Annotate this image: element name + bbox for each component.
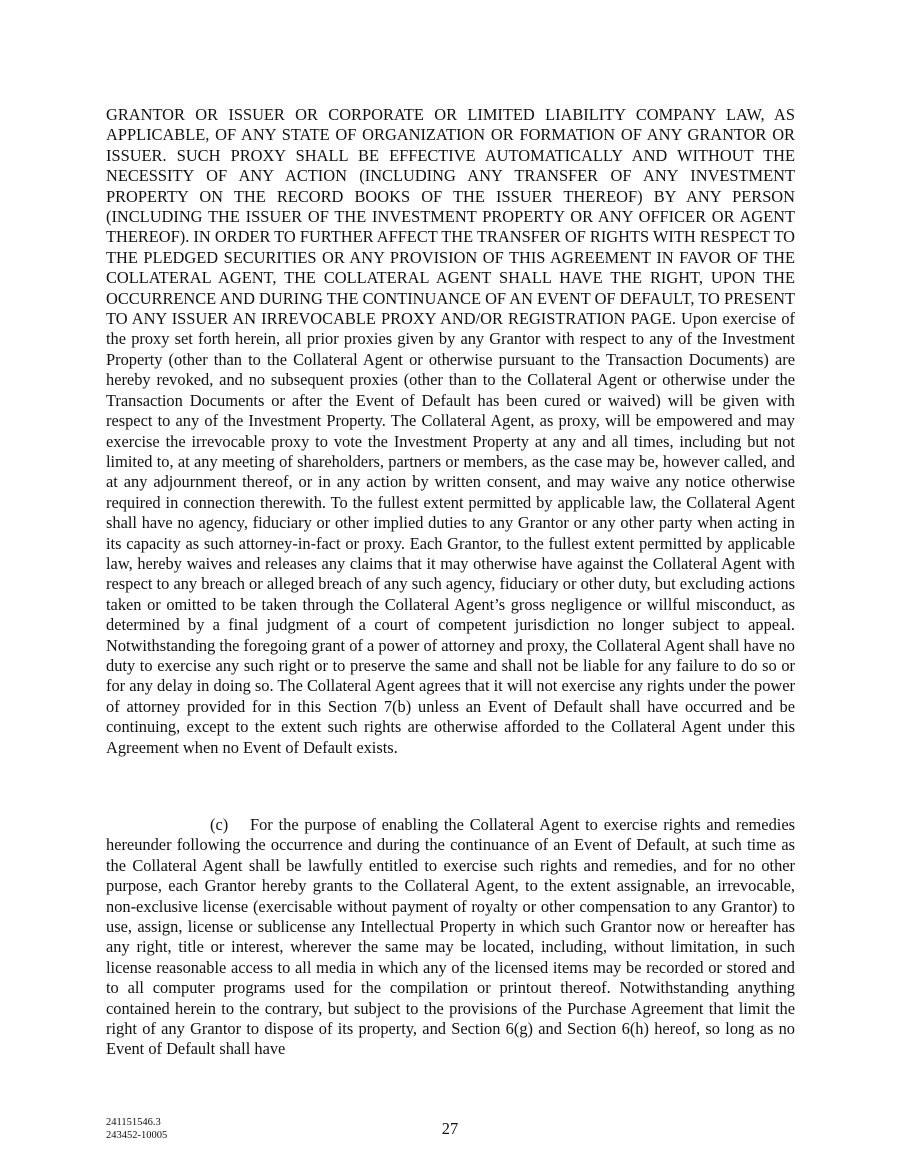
document-id-primary: 241151546.3 bbox=[106, 1117, 161, 1128]
clause-text: For the purpose of enabling the Collateral Agent to exercise rights and remedies hereunder following the occurrence and during the continuance of an Event of Default, at such time as the Collateral Agent shall be lawfully entitled to exercise such rights and remedies, and for no other purpose, each Grantor hereby grants to the Collateral Agent, to the extent assignable, an irrevocable, non-exclusive license (exercisable without payment of royalty or other compensation to any Grantor) to use, assign, license or sublicense any Intellectual Property in which such Grantor now or hereafter has any right, title or interest, wherever the same may be located, including, without limitation, in such license reasonable access to all media in which any of the licensed items may be recorded or stored and to all computer programs used for the compilation or printout thereof. Notwithstanding anything contained herein to the contrary, but subject to the provisions of the Purchase Agreement that limit the right of any Grantor to dispose of its property, and Section 6(g) and Section 6(h) hereof, so long as no Event of Default shall have bbox=[106, 815, 795, 1059]
paragraph-proxy-section: GRANTOR OR ISSUER OR CORPORATE OR LIMITED LIABILITY COMPANY LAW, AS APPLICABLE, OF ANY STATE OF ORGANIZATION OR FORMATION OF ANY GRANTOR OR ISSUER. SUCH PROXY SHALL BE EFFECTIVE AUTOMATICALLY AND WITHOUT THE NECESSITY OF ANY ACTION (INCLUDING ANY TRANSFER OF ANY INVESTMENT PROPERTY ON THE RECORD BOOKS OF THE ISSUER THEREOF) BY ANY PERSON (INCLUDING THE ISSUER OF THE INVESTMENT PROPERTY OR ANY OFFICER OR AGENT THEREOF). IN ORDER TO FURTHER AFFECT THE TRANSFER OF RIGHTS WITH RESPECT TO THE PLEDGED SECURITIES OR ANY PROVISION OF THIS AGREEMENT IN FAVOR OF THE COLLATERAL AGENT, THE COLLATERAL AGENT SHALL HAVE THE RIGHT, UPON THE OCCURRENCE AND DURING THE CONTINUANCE OF AN EVENT OF DEFAULT, TO PRESENT TO ANY ISSUER AN IRREVOCABLE PROXY AND/OR REGISTRATION PAGE. Upon exercise of the proxy set forth herein, all prior proxies given by any Grantor with respect to any of the Investment Property (other than to the Collateral Agent or otherwise pursuant to the Transaction Documents) are hereby revoked, and no subsequent proxies (other than to the Collateral Agent or otherwise under the Transaction Documents or after the Event of Default has been cured or waived) will be given with respect to any of the Investment Property. The Collateral Agent, as proxy, will be empowered and may exercise the irrevocable proxy to vote the Investment Property at any and all times, including but not limited to, at any meeting of shareholders, partners or members, as the case may be, however called, and at any adjournment thereof, or in any action by written consent, and may waive any notice otherwise required in connection therewith. To the fullest extent permitted by applicable law, the Collateral Agent shall have no agency, fiduciary or other implied duties to any Grantor or any other party when acting in its capacity as such attorney-in-fact or proxy. Each Grantor, to the fullest extent permitted by applicable law, hereby waives and releases any claims that it may otherwise have against the Collateral Agent with respect to any breach or alleged breach of any such agency, fiduciary or other duty, but excluding actions taken or omitted to be taken through the Collateral Agent’s gross negligence or willful misconduct, as determined by a final judgment of a court of competent jurisdiction no longer subject to appeal. Notwithstanding the foregoing grant of a power of attorney and proxy, the Collateral Agent shall have no duty to exercise any such right or to preserve the same and shall not be liable for any failure to do so or for any delay in doing so. The Collateral Agent agrees that it will not exercise any rights under the power of attorney provided for in this Section 7(b) unless an Event of Default shall have occurred and be continuing, except to the extent such rights are otherwise afforded to the Collateral Agent under this Agreement when no Event of Default exists. bbox=[106, 105, 795, 757]
paragraph-license-section bbox=[106, 815, 795, 1060]
page-number: 27 bbox=[441, 1119, 459, 1138]
document-id-secondary: 243452-10005 bbox=[106, 1129, 168, 1141]
clause-label: (c) bbox=[210, 815, 229, 834]
